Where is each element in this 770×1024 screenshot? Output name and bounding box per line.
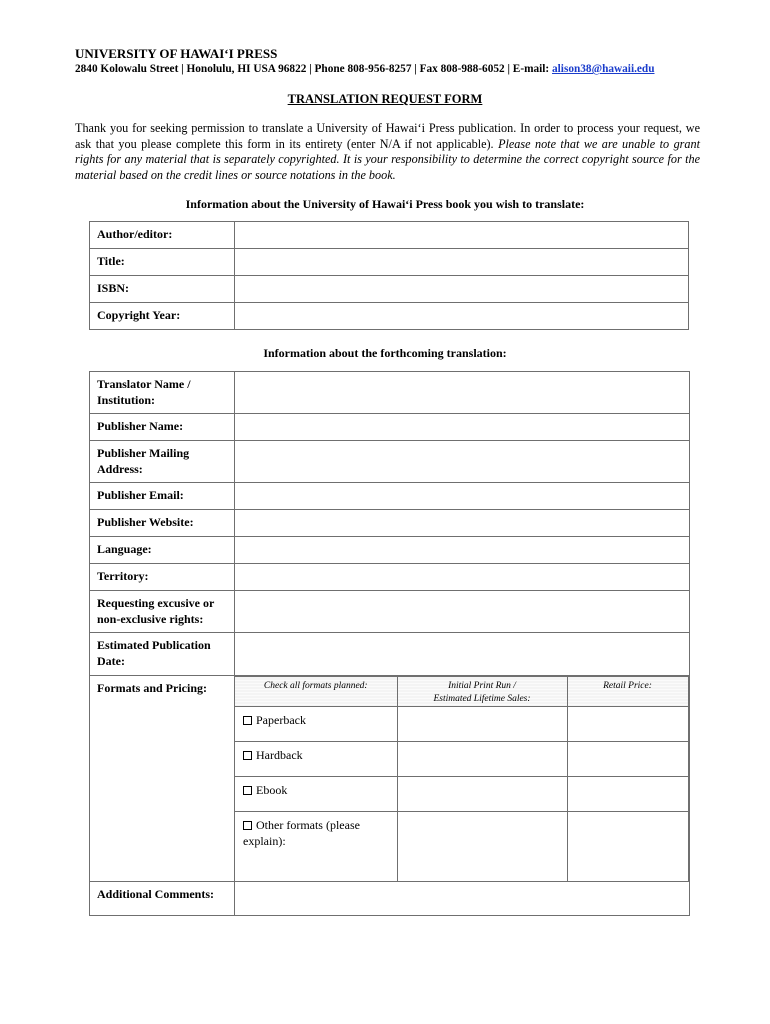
publisher-website-label: Publisher Website:	[90, 510, 235, 537]
email-link[interactable]: alison38@hawaii.edu	[552, 63, 655, 75]
intro-note: Please note that we are unable to grant rights for any material that is separately copyrighted. It is your responsibility to determine the correct copyright source for the material based on the credit lines or source notations in the book.	[75, 136, 701, 182]
intro-paragraph	[75, 121, 700, 183]
copyright-year-field[interactable]	[235, 303, 689, 330]
translator-label: Translator Name / Institution:	[90, 372, 235, 414]
publisher-address-field[interactable]	[235, 441, 690, 483]
ebook-print-run-field[interactable]	[397, 777, 567, 812]
publisher-email-label: Publisher Email:	[90, 483, 235, 510]
format-option-hardback[interactable]	[235, 742, 397, 777]
book-section-title: Information about the University of Hawai‘i Press book you wish to translate:	[185, 197, 585, 211]
territory-field[interactable]	[235, 564, 690, 591]
author-field[interactable]	[235, 222, 689, 249]
formats-pricing-table	[235, 676, 689, 881]
price-column-header: Retail Price:	[567, 677, 688, 707]
formats-column-header: Check all formats planned:	[235, 677, 397, 707]
paperback-checkbox[interactable]	[243, 716, 252, 725]
publisher-name-label: Publisher Name:	[90, 414, 235, 441]
book-info-table	[89, 221, 689, 330]
publisher-address-label: Publisher Mailing Address:	[90, 441, 235, 483]
isbn-label: ISBN:	[90, 276, 235, 303]
translator-field[interactable]	[235, 372, 690, 414]
other-print-run-field[interactable]	[397, 812, 567, 881]
isbn-field[interactable]	[235, 276, 689, 303]
form-title: TRANSLATION REQUEST FORM	[287, 92, 483, 106]
format-option-paperback[interactable]	[235, 707, 397, 742]
pub-date-field[interactable]	[235, 633, 690, 676]
comments-field[interactable]	[235, 881, 690, 915]
paperback-print-run-field[interactable]	[397, 707, 567, 742]
ebook-price-field[interactable]	[567, 777, 688, 812]
rights-field[interactable]	[235, 591, 690, 633]
press-contact-line	[75, 63, 655, 75]
formats-pricing-cell	[235, 676, 690, 882]
territory-label: Territory:	[90, 564, 235, 591]
comments-label: Additional Comments:	[90, 881, 235, 915]
copyright-year-label: Copyright Year:	[90, 303, 235, 330]
other-formats-checkbox[interactable]	[243, 821, 252, 830]
publisher-name-field[interactable]	[235, 414, 690, 441]
format-option-other[interactable]	[235, 812, 397, 881]
print-run-header-line-2: Estimated Lifetime Sales:	[433, 694, 531, 704]
translation-section-title: Information about the forthcoming translation:	[263, 346, 507, 360]
print-run-header-line-1: Initial Print Run /	[448, 681, 516, 691]
contact-details: 2840 Kolowalu Street | Honolulu, HI USA 96822 | Phone 808-956-8257 | Fax 808-988-6052 | E-mail:	[75, 63, 553, 75]
author-label: Author/editor:	[90, 222, 235, 249]
hardback-price-field[interactable]	[567, 742, 688, 777]
paperback-label: Paperback	[256, 713, 306, 727]
ebook-checkbox[interactable]	[243, 786, 252, 795]
publisher-email-field[interactable]	[235, 483, 690, 510]
hardback-label: Hardback	[256, 748, 303, 762]
rights-label: Requesting excusive or non-exclusive rights:	[90, 591, 235, 633]
other-formats-label: Other formats (please explain):	[243, 818, 360, 848]
format-option-ebook[interactable]	[235, 777, 397, 812]
other-price-field[interactable]	[567, 812, 688, 881]
formats-label: Formats and Pricing:	[90, 676, 235, 882]
intro-text: Thank you for seeking permission to translate a University of Hawai‘i Press publication. In order to process your request, we ask that you please complete this form in its entirety (enter N/A if not applicable).	[75, 121, 700, 151]
language-label: Language:	[90, 537, 235, 564]
language-field[interactable]	[235, 537, 690, 564]
title-field[interactable]	[235, 249, 689, 276]
press-name: UNIVERSITY OF HAWAI‘I PRESS	[75, 46, 278, 61]
publisher-website-field[interactable]	[235, 510, 690, 537]
print-run-column-header	[397, 677, 567, 707]
paperback-price-field[interactable]	[567, 707, 688, 742]
hardback-checkbox[interactable]	[243, 751, 252, 760]
translation-info-table	[89, 371, 690, 916]
pub-date-label: Estimated Publication Date:	[90, 633, 235, 676]
ebook-label: Ebook	[256, 783, 288, 797]
title-label: Title:	[90, 249, 235, 276]
hardback-print-run-field[interactable]	[397, 742, 567, 777]
